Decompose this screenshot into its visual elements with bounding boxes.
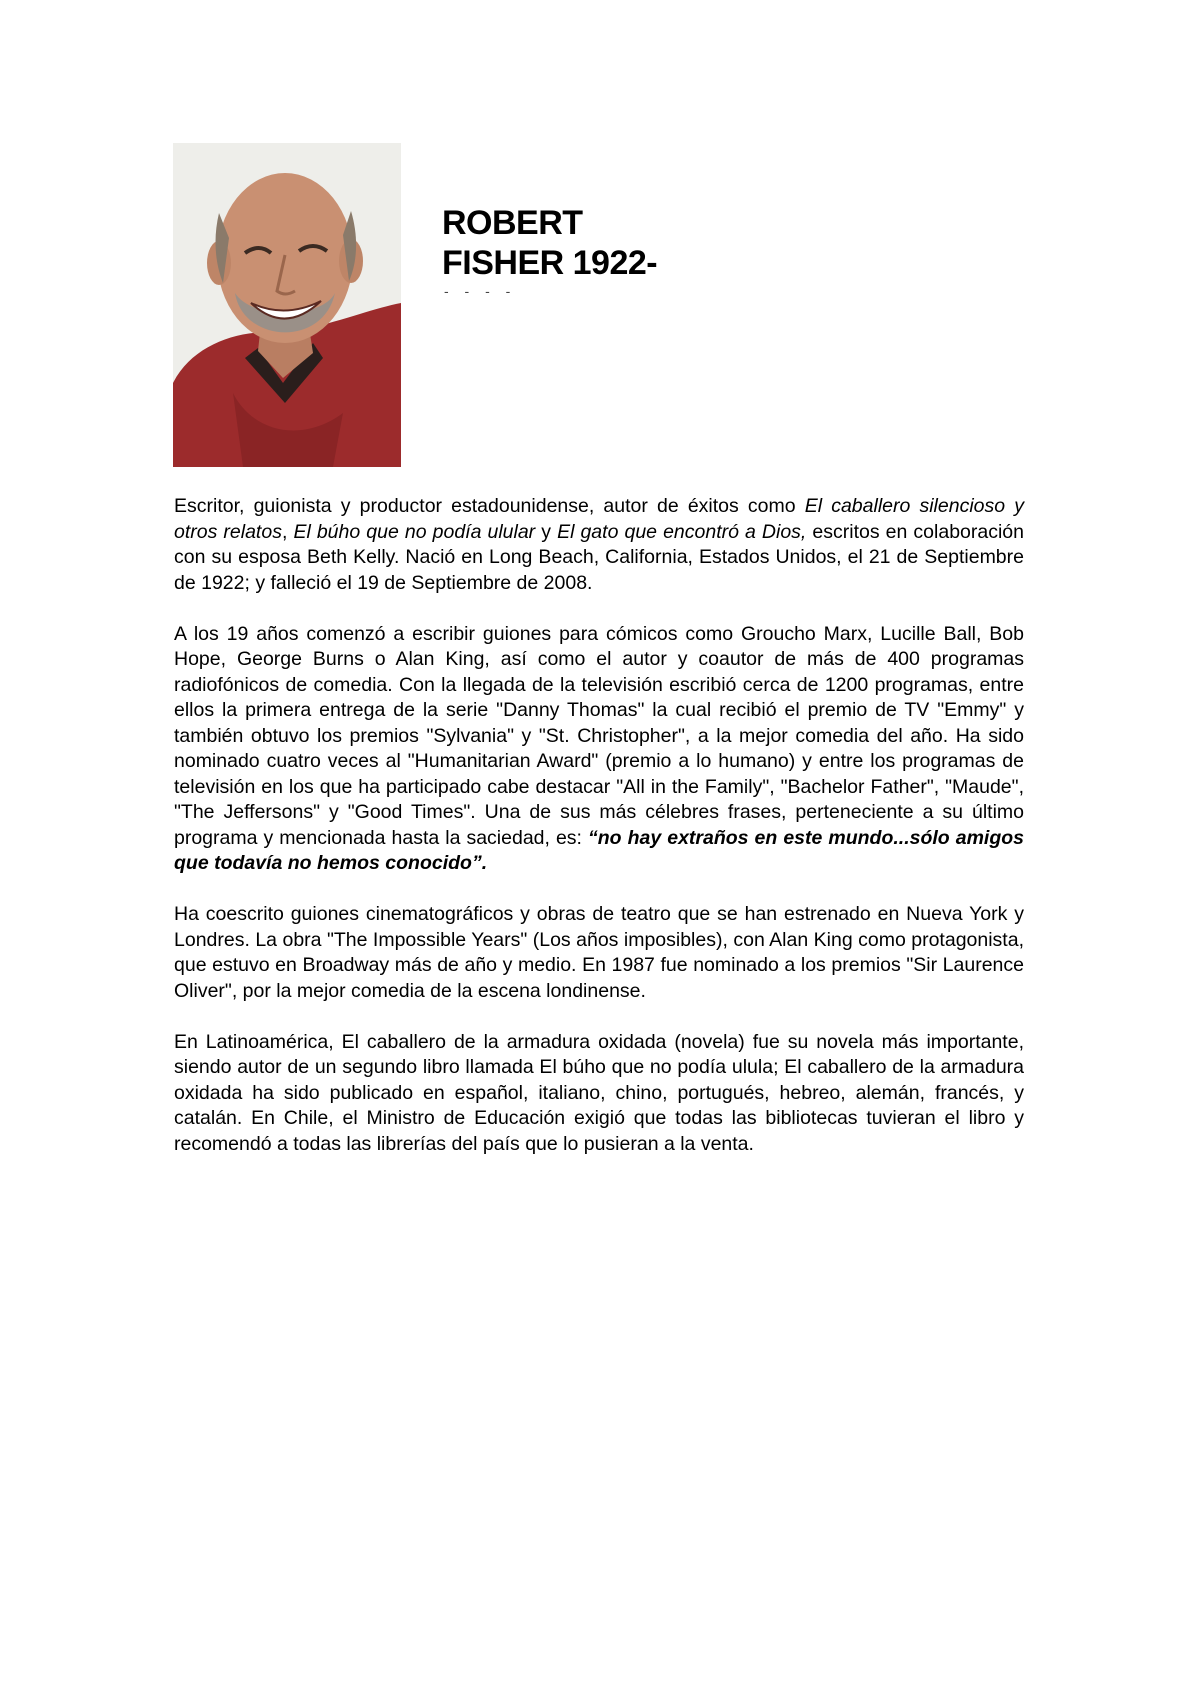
text-segment: A los 19 años comenzó a escribir guiones para cómicos como Groucho Marx, Lucille Ball, Bob Hope, George Burns o Alan King, así como el autor y coautor de más de 400 programas radiofónicos de comedia. Con la llegada de la televisión escribió cerca de 1200 programas, entre ellos la primera entrega de la serie "Danny Thomas" la cual recibió el premio de TV "Emmy" y también obtuvo los premios "Sylvania" y "St. Christopher", a la mejor comedia del año. Ha sido nominado cuatro veces al "Humanitarian Award" (premio a lo humano) y entre los programas de televisión en los que ha participado cabe destacar "All in the Family", "Bachelor Father", "Maude", "The Jeffersons" y "Good Times". Una de sus más célebres frases, perteneciente a su último programa y mencionada hasta la saciedad, es: <box>174 622 1024 849</box>
text-segment: y <box>535 520 558 543</box>
text-segment: En Latinoamérica, El caballero de la armadura oxidada (novela) fue su novela más importante, siendo autor de un segundo libro llamada El búho que no podía ulula; El caballero de la armadura oxidada ha sido publicado en español, italiano, chino, portugués, hebreo, alemán, francés, y catalán. En Chile, el Ministro de Educación exigió que todas las bibliotecas tuvieran el libro y recomendó a todas las librerías del país que lo pusieran a la venta. <box>174 1030 1024 1155</box>
text-segment: , <box>281 520 294 543</box>
paragraph-theater <box>174 902 1024 1004</box>
book-title: El gato que encontró a Dios, <box>557 520 807 543</box>
portrait-icon <box>173 143 401 467</box>
famous-quote: “no hay extraños en este mundo...sólo amigos que todavía no hemos conocido”. <box>174 826 1024 874</box>
portrait-photo <box>173 143 401 467</box>
title-line-first: ROBERT <box>442 204 583 242</box>
title-dashes: - - - - <box>444 283 517 299</box>
paragraph-latin-america <box>174 1030 1024 1158</box>
paragraph-career <box>174 622 1024 877</box>
title-line-second: FISHER 1922- <box>442 244 658 282</box>
page-title <box>442 203 657 283</box>
book-title: El caballero silencioso y otros relatos <box>174 495 1024 543</box>
text-segment: Escritor, guionista y productor estadounidense, autor de éxitos como <box>174 495 805 517</box>
biography-text <box>174 494 1024 1183</box>
text-segment: Ha coescrito guiones cinematográficos y obras de teatro que se han estrenado en Nueva York y Londres. La obra "The Impossible Years" (Los años imposibles), con Alan King como protagonista, que estuvo en Broadway más de año y medio. En 1987 fue nominado a los premios "Sir Laurence Oliver", por la mejor comedia de la escena londinense. <box>174 903 1024 1002</box>
paragraph-intro <box>174 494 1024 596</box>
text-segment: escritos en colaboración con su esposa Beth Kelly. Nació en Long Beach, California, Estados Unidos, el 21 de Septiembre de 1922; y falleció el 19 de Septiembre de 2008. <box>174 520 1024 594</box>
book-title: El búho que no podía ulular <box>293 520 536 543</box>
